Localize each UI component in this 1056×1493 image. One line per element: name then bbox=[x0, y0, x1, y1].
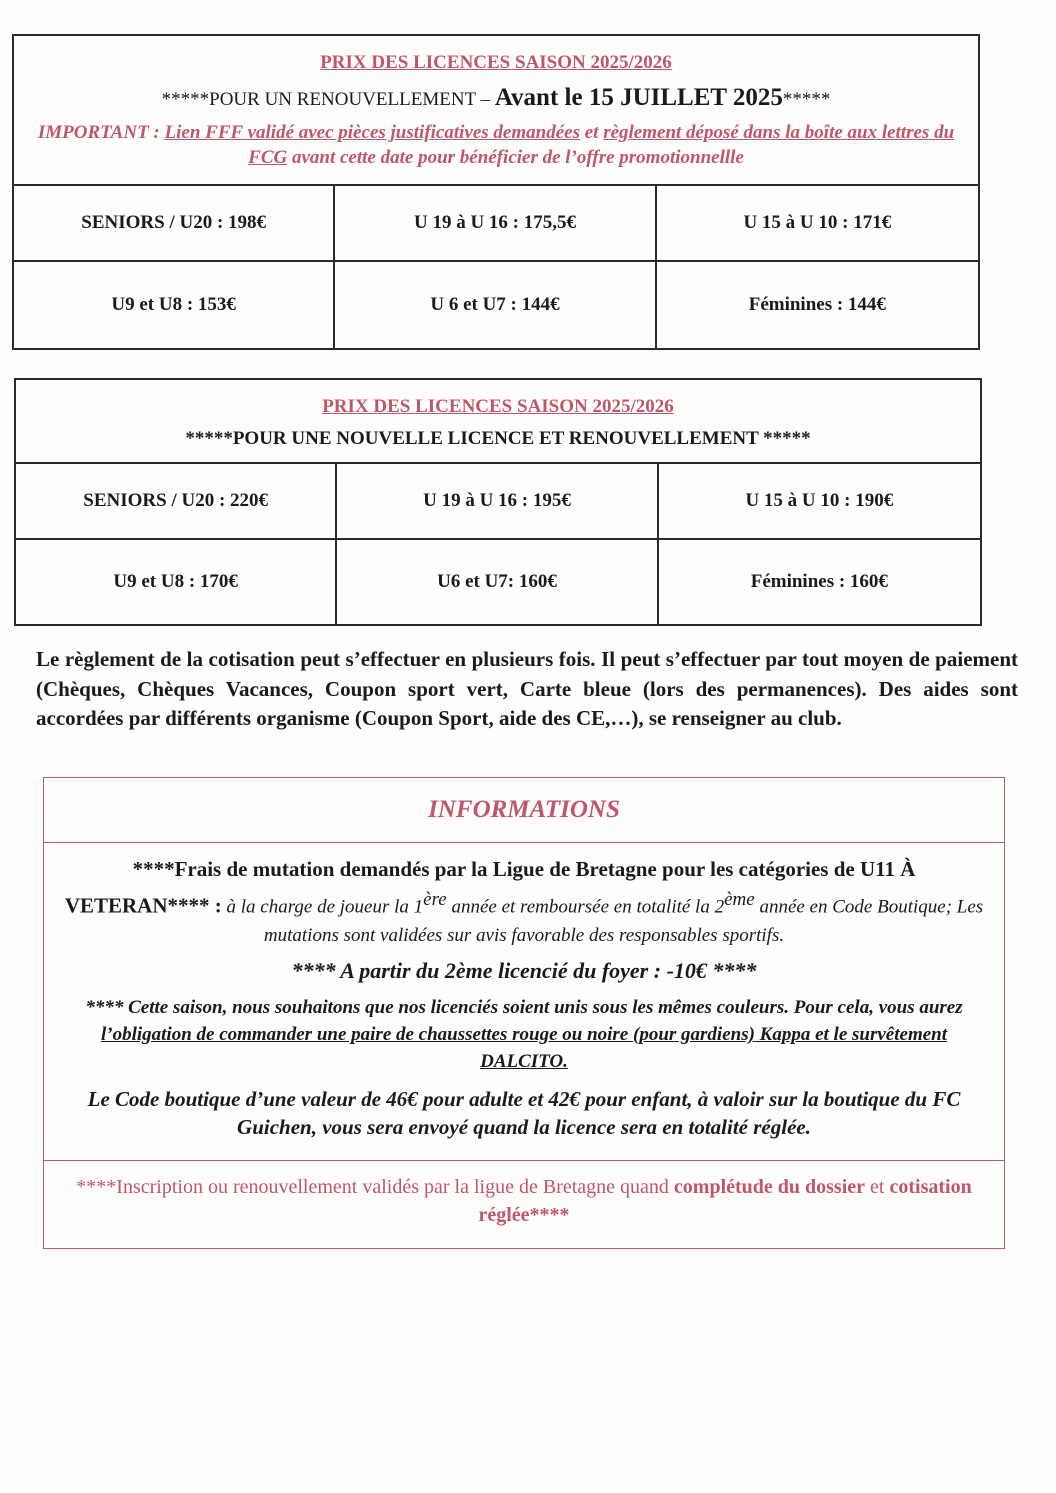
important-fff-link-text: Lien FFF validé avec pièces justificatives demandées bbox=[164, 122, 580, 143]
informations-body bbox=[44, 843, 1004, 1161]
renewal-prices-box bbox=[12, 34, 980, 350]
season-kit-prefix: **** Cette saison, nous souhaitons que nos licenciés soient unis sous les mêmes couleurs. Pour cela, vous aurez bbox=[85, 997, 963, 1019]
renewal-price-grid bbox=[14, 186, 978, 348]
important-mid: et bbox=[579, 122, 604, 143]
renewal-price-cell: U 19 à U 16 : 175,5€ bbox=[335, 186, 656, 262]
important-label: IMPORTANT : bbox=[37, 122, 165, 143]
renewal-important-note bbox=[14, 120, 978, 170]
new-license-price-cell: U 19 à U 16 : 195€ bbox=[337, 464, 658, 540]
new-license-price-cell: U9 et U8 : 170€ bbox=[16, 540, 337, 624]
new-license-price-grid bbox=[16, 464, 980, 624]
new-license-title: PRIX DES LICENCES SAISON 2025/2026 bbox=[322, 396, 674, 417]
informations-header bbox=[44, 778, 1004, 843]
mutation-text-2: année et remboursée en totalité la 2 bbox=[446, 896, 725, 918]
mutation-text-3: année en Code Boutique; Les mutations sont validées sur avis favorable des responsables sportifs. bbox=[263, 896, 984, 947]
renewal-price-cell: SENIORS / U20 : 198€ bbox=[14, 186, 335, 262]
informations-title: INFORMATIONS bbox=[428, 796, 620, 823]
new-license-subtitle: *****POUR UNE NOUVELLE LICENCE ET RENOUVELLEMENT ***** bbox=[185, 428, 811, 449]
important-mailbox-text: règlement déposé dans la boîte aux lettres du FCG bbox=[248, 122, 955, 168]
renewal-price-cell: U9 et U8 : 153€ bbox=[14, 262, 335, 348]
mutation-bold-text: ****Frais de mutation demandés par la Ligue de Bretagne pour les catégories de U11 À VETERAN**** : bbox=[64, 857, 916, 918]
footer-dossier: complétude du dossier bbox=[673, 1176, 866, 1198]
mutation-sup-2: ème bbox=[724, 889, 755, 910]
renewal-title: PRIX DES LICENCES SAISON 2025/2026 bbox=[320, 52, 672, 73]
season-kit-obligation: l’obligation de commander une paire de chaussettes rouge ou noire (pour gardiens) Kappa et le survêtement DALCITO. bbox=[100, 1024, 948, 1073]
shop-code-info: Le Code boutique d’une valeur de 46€ pour adulte et 42€ pour enfant, à valoir sur la boutique du FC Guichen, vous sera envoyé quand la licence sera en totalité réglée. bbox=[87, 1087, 961, 1140]
payment-paragraph: Le règlement de la cotisation peut s’effectuer en plusieurs fois. Il peut s’effectuer par tout moyen de paiement (Chèques, Chèques Vacances, Coupon sport vert, Carte bleue (lors des permanences). Des aides sont accordées par différents organisme (Coupon Sport, aide des CE,…), se renseigner au club. bbox=[36, 647, 1018, 730]
renewal-header bbox=[14, 36, 978, 186]
renewal-subtitle-suffix: ***** bbox=[782, 89, 831, 110]
footer-cotisation: cotisation réglée**** bbox=[478, 1176, 972, 1226]
new-license-price-cell: U6 et U7: 160€ bbox=[337, 540, 658, 624]
important-end: avant cette date pour bénéficier de l’offre promotionnellle bbox=[287, 147, 744, 168]
season-kit-info bbox=[58, 994, 990, 1075]
informations-footer bbox=[44, 1161, 1004, 1229]
renewal-price-cell: Féminines : 144€ bbox=[748, 294, 886, 315]
renewal-subtitle bbox=[14, 84, 978, 112]
renewal-deadline: Avant le 15 JUILLET 2025 bbox=[494, 84, 783, 111]
mutation-info bbox=[58, 855, 990, 950]
new-license-prices-box bbox=[14, 378, 982, 626]
household-discount: **** A partir du 2ème licencié du foyer : -10€ **** bbox=[291, 958, 757, 984]
new-license-header bbox=[16, 380, 980, 464]
new-license-price-cell: SENIORS / U20 : 220€ bbox=[16, 464, 337, 540]
footer-prefix: ****Inscription ou renouvellement validés par la ligue de Bretagne quand bbox=[76, 1176, 674, 1198]
informations-box bbox=[43, 777, 1005, 1249]
new-license-price-cell: U 15 à U 10 : 190€ bbox=[659, 464, 980, 540]
footer-mid: et bbox=[865, 1176, 890, 1198]
renewal-price-cell: U 6 et U7 : 144€ bbox=[335, 262, 656, 348]
renewal-subtitle-prefix: *****POUR UN RENOUVELLEMENT – bbox=[161, 89, 495, 110]
new-license-price-cell: Féminines : 160€ bbox=[750, 571, 888, 592]
renewal-price-cell: U 15 à U 10 : 171€ bbox=[657, 186, 978, 262]
mutation-sup-1: ère bbox=[423, 889, 447, 910]
mutation-text-1: à la charge de joueur la 1 bbox=[221, 896, 424, 918]
